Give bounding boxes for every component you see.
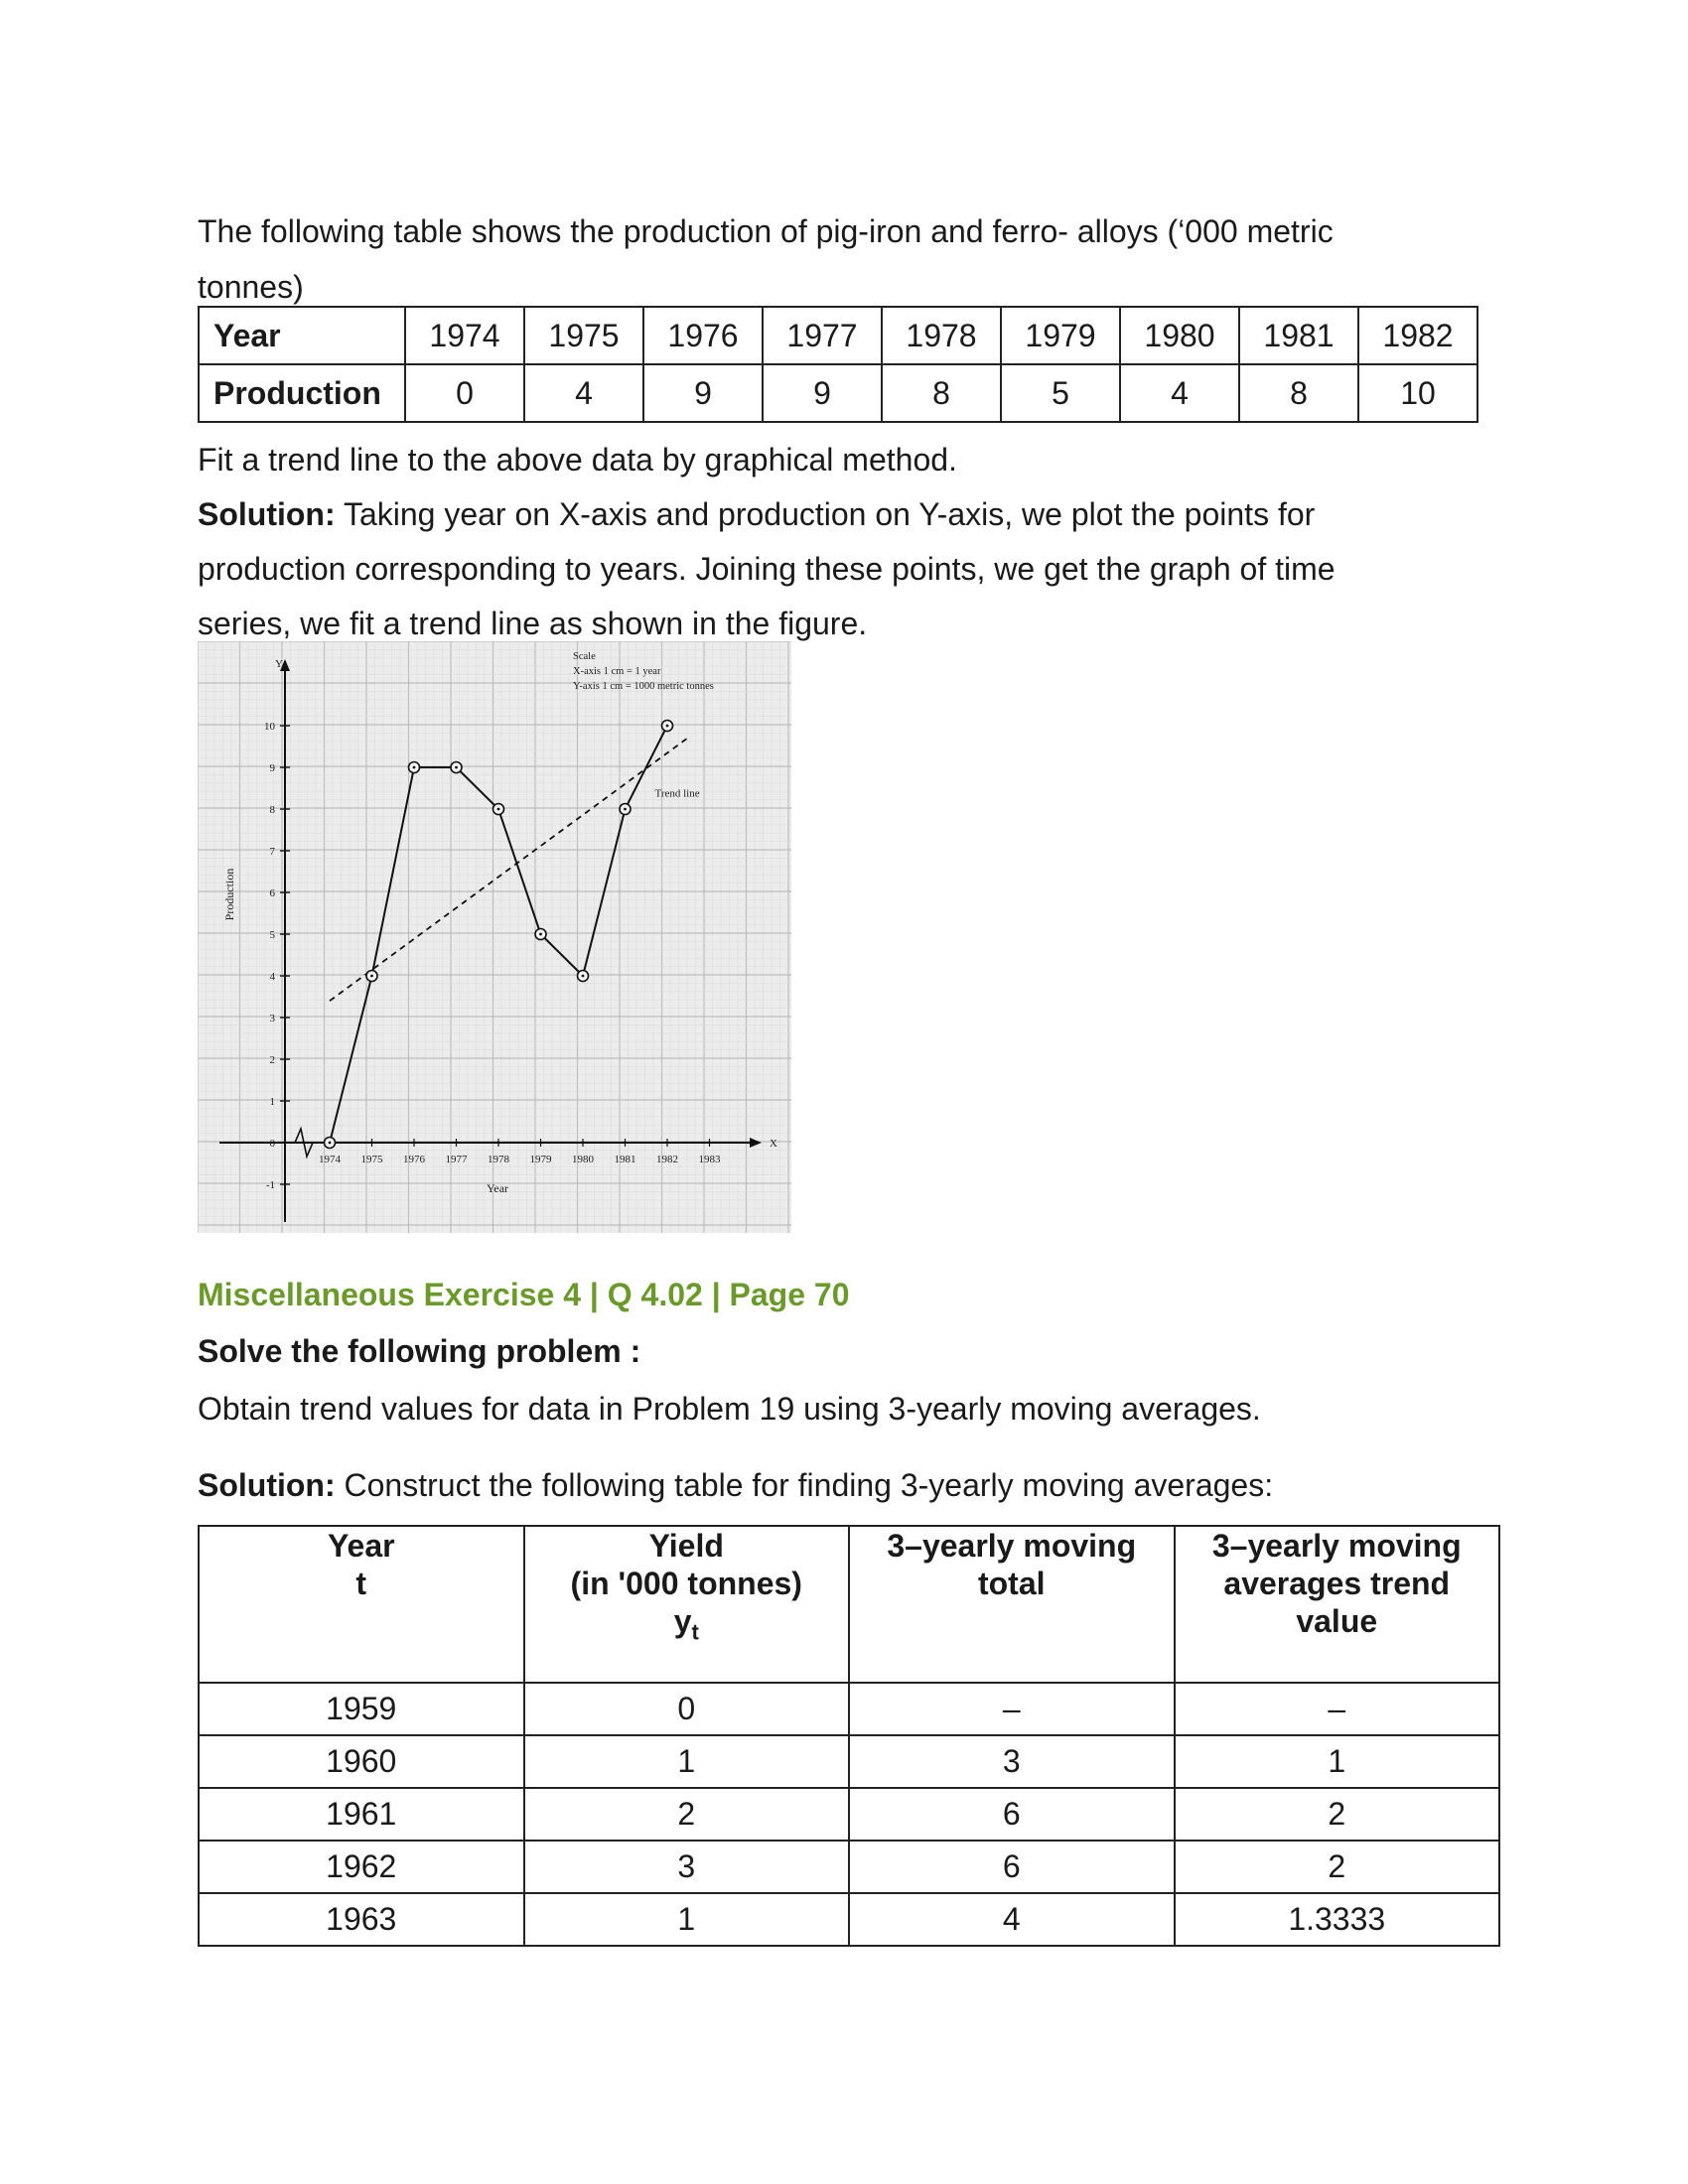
moving-average-table xyxy=(198,1525,1500,1947)
table-cell: 6 xyxy=(849,1788,1175,1841)
x-tick-label: 1982 xyxy=(656,1154,678,1165)
y-tick-label: 2 xyxy=(269,1054,275,1066)
production-cell: 4 xyxy=(524,364,643,422)
data-point-center xyxy=(455,766,458,769)
x-tick-label: 1974 xyxy=(319,1154,341,1165)
solution2-label: Solution: xyxy=(198,1467,336,1503)
y-tick-label: 7 xyxy=(269,846,275,858)
y-tick-label: 6 xyxy=(269,887,275,899)
graph-grid xyxy=(198,641,791,1233)
x-axis-letter: X xyxy=(770,1138,777,1150)
ma-header-average-line: 3–yearly moving xyxy=(1211,1528,1462,1564)
production-table-value-row xyxy=(199,364,1477,422)
ma-header-yield-line: (in '000 tonnes) xyxy=(570,1566,802,1601)
data-point-center xyxy=(497,808,500,811)
table-row xyxy=(199,1841,1499,1893)
table-row xyxy=(199,1893,1499,1946)
production-cell: 9 xyxy=(643,364,763,422)
production-cell: 4 xyxy=(1120,364,1239,422)
misc-exercise-link[interactable]: Miscellaneous Exercise 4 | Q 4.02 | Page 70 xyxy=(198,1277,850,1312)
intro-line-2: tonnes) xyxy=(198,269,304,305)
scale-text: Y-axis 1 cm = 1000 metric tonnes xyxy=(573,681,714,692)
year-cell: 1979 xyxy=(1001,307,1120,364)
year-cell: 1977 xyxy=(763,307,882,364)
production-table-year-row xyxy=(199,307,1477,364)
production-cell: 9 xyxy=(763,364,882,422)
production-cell: 10 xyxy=(1358,364,1477,422)
y-tick-label: -1 xyxy=(265,1179,275,1191)
solution1-line-3: series, we fit a trend line as shown in the figure. xyxy=(198,606,868,641)
table-cell: 2 xyxy=(1175,1788,1500,1841)
y-tick-label: 5 xyxy=(269,929,275,941)
production-header-cell: Production xyxy=(199,364,405,422)
table-row xyxy=(199,1788,1499,1841)
ma-header-average-line: value xyxy=(1296,1603,1378,1639)
ma-header-total-line: total xyxy=(977,1566,1046,1601)
production-table xyxy=(198,306,1478,423)
table-cell: – xyxy=(849,1683,1175,1735)
x-tick-label: 1983 xyxy=(698,1154,721,1165)
y-tick-label: 0 xyxy=(269,1138,275,1150)
x-tick-label: 1981 xyxy=(614,1154,636,1165)
x-tick-label: 1980 xyxy=(572,1154,594,1165)
ma-header-average xyxy=(1175,1526,1500,1683)
y-axis-title: Production xyxy=(222,868,236,921)
ma-header-total-line: 3–yearly moving xyxy=(887,1528,1137,1564)
y-tick-label: 10 xyxy=(264,721,275,733)
graph-canvas xyxy=(198,641,791,1233)
production-cell: 8 xyxy=(1239,364,1358,422)
data-point-center xyxy=(666,725,669,728)
x-axis-title: Year xyxy=(486,1181,509,1195)
y-tick-label: 4 xyxy=(269,971,275,983)
solution2-line xyxy=(198,1458,1273,1513)
table-cell: 3 xyxy=(524,1841,850,1893)
data-point-center xyxy=(329,1142,332,1145)
year-cell: 1975 xyxy=(524,307,643,364)
ma-header-row xyxy=(199,1526,1499,1683)
data-point-center xyxy=(539,933,542,936)
graph-axes xyxy=(219,659,762,1222)
table-cell: 2 xyxy=(524,1788,850,1841)
production-series-line xyxy=(330,726,667,1143)
table-cell: 4 xyxy=(849,1893,1175,1946)
problem-heading: Solve the following problem : xyxy=(198,1333,641,1369)
table-cell: 1960 xyxy=(199,1735,524,1788)
ma-header-total xyxy=(849,1526,1175,1683)
production-cell: 0 xyxy=(405,364,524,422)
scale-text: X-axis 1 cm = 1 year xyxy=(573,666,661,677)
y-tick-label: 9 xyxy=(269,762,275,774)
table-cell: 1962 xyxy=(199,1841,524,1893)
y-tick-label: 3 xyxy=(269,1013,275,1024)
production-cell: 8 xyxy=(882,364,1001,422)
year-cell: 1974 xyxy=(405,307,524,364)
x-tick-label: 1976 xyxy=(403,1154,425,1165)
year-header-cell: Year xyxy=(199,307,405,364)
data-point-center xyxy=(370,975,373,978)
solution1-line-1 xyxy=(198,487,1315,542)
scale-text: Scale xyxy=(573,651,596,662)
year-cell: 1980 xyxy=(1120,307,1239,364)
data-point-center xyxy=(413,766,416,769)
intro-line-1: The following table shows the production of pig-iron and ferro- alloys (‘000 metric xyxy=(198,213,1334,249)
table-cell: 1.3333 xyxy=(1175,1893,1500,1946)
year-cell: 1976 xyxy=(643,307,763,364)
data-point-center xyxy=(624,808,627,811)
table-row xyxy=(199,1735,1499,1788)
year-cell: 1978 xyxy=(882,307,1001,364)
ma-header-yield-symbol xyxy=(531,1602,843,1651)
ma-header-yield-line: Yield xyxy=(648,1528,724,1564)
table-cell: 1 xyxy=(1175,1735,1500,1788)
table-row xyxy=(199,1683,1499,1735)
x-axis-arrow xyxy=(750,1138,762,1148)
x-tick-label: 1977 xyxy=(445,1154,468,1165)
solution2-text: Construct the following table for finding 3-yearly moving averages: xyxy=(335,1467,1274,1503)
table-cell: 1959 xyxy=(199,1683,524,1735)
year-cell: 1981 xyxy=(1239,307,1358,364)
ma-header-year-line: t xyxy=(355,1566,367,1601)
time-series-graph xyxy=(198,641,791,1233)
x-tick-label: 1975 xyxy=(360,1154,383,1165)
x-tick-label: 1978 xyxy=(488,1154,509,1165)
table-cell: 0 xyxy=(524,1683,850,1735)
question-text: Fit a trend line to the above data by graphical method. xyxy=(198,442,957,478)
y-tick-label: 1 xyxy=(269,1096,275,1108)
ma-header-average-line: averages trend xyxy=(1223,1566,1451,1601)
table-cell: 6 xyxy=(849,1841,1175,1893)
table-cell: 3 xyxy=(849,1735,1175,1788)
solution1-line-2: production corresponding to years. Joining these points, we get the graph of time xyxy=(198,551,1336,587)
table-cell: 1961 xyxy=(199,1788,524,1841)
series-layer xyxy=(325,721,673,1149)
table-cell: – xyxy=(1175,1683,1500,1735)
x-tick-label: 1979 xyxy=(529,1154,552,1165)
solution1-text-1: Taking year on X-axis and production on Y-axis, we plot the points for xyxy=(335,496,1316,532)
yield-subscript: t xyxy=(691,1619,699,1645)
yield-symbol: y xyxy=(673,1603,692,1639)
ma-header-year-line: Year xyxy=(327,1528,395,1564)
year-cell: 1982 xyxy=(1358,307,1477,364)
trend-line-label: Trend line xyxy=(654,787,700,800)
data-point-center xyxy=(582,975,585,978)
solution1-label: Solution: xyxy=(198,496,336,532)
production-cell: 5 xyxy=(1001,364,1120,422)
ma-header-yield xyxy=(524,1526,850,1683)
table-cell: 1963 xyxy=(199,1893,524,1946)
table-cell: 2 xyxy=(1175,1841,1500,1893)
y-axis-letter: Y xyxy=(275,658,283,670)
problem-text: Obtain trend values for data in Problem 19 using 3-yearly moving averages. xyxy=(198,1391,1261,1427)
table-cell: 1 xyxy=(524,1735,850,1788)
ma-header-year xyxy=(199,1526,524,1683)
table-cell: 1 xyxy=(524,1893,850,1946)
y-tick-label: 8 xyxy=(269,804,275,816)
